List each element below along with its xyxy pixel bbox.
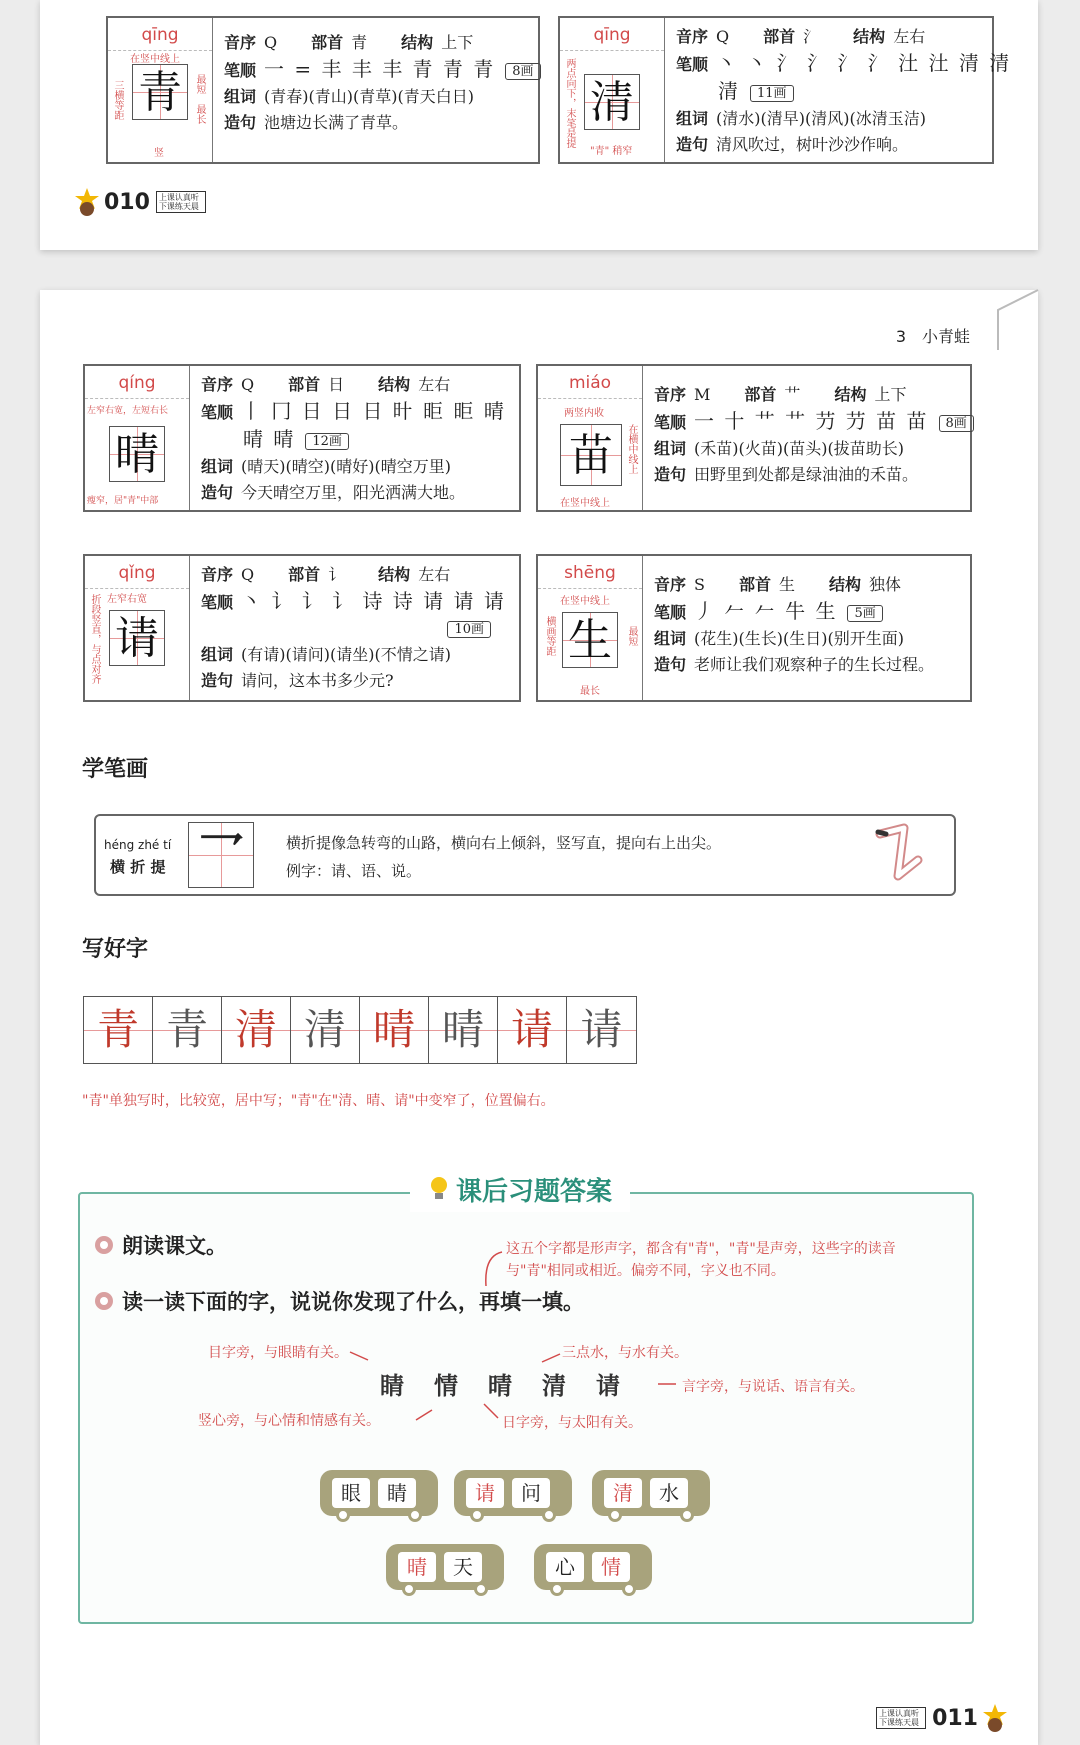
bushou: 日 [328, 375, 345, 394]
page-011 [40, 290, 1038, 1745]
jiegou: 左右 [418, 565, 451, 584]
practice-cell [291, 997, 360, 1063]
note-short: 最短 [194, 74, 205, 94]
tianzige-grid [584, 74, 640, 130]
note-vertical: 竖 [154, 148, 164, 159]
practice-cell [153, 997, 222, 1063]
pinyin: qīng [593, 25, 631, 45]
zaoju: 老师让我们观察种子的生长过程。 [694, 655, 935, 674]
label-bushou: 部首 [311, 33, 344, 52]
zuci: (清水)(清早)(清风)(冰清玉洁) [716, 109, 926, 128]
label-bishun: 笔顺 [654, 413, 687, 432]
label-jiegou: 结构 [829, 575, 862, 594]
word-bus [320, 1470, 438, 1524]
bushou: 讠 [328, 565, 345, 584]
note-short: 最短 [626, 626, 637, 646]
bishun: 丿 𠂉 𠂉 牛 生 [694, 599, 838, 623]
yinxu: M [694, 385, 711, 404]
pinyin: qǐng [118, 563, 156, 583]
practice-cell [498, 997, 567, 1063]
bushou: 生 [779, 575, 796, 594]
char-card-left [538, 366, 643, 510]
note-horizontal-mid: 在横中线上 [626, 424, 637, 474]
tianzige-grid [132, 64, 188, 120]
char-card-qing-clear [558, 16, 1012, 164]
note-long: 最长 [194, 104, 205, 124]
bus-char: 清 [604, 1478, 642, 1508]
bullet-icon [94, 1291, 114, 1311]
jiegou: 左右 [893, 27, 926, 46]
stroke-box [94, 814, 956, 896]
char-card-qing-blue [106, 16, 540, 164]
jiegou: 上下 [874, 385, 907, 404]
lightbulb-icon [428, 1175, 450, 1203]
char-card-left [85, 556, 190, 700]
char-card-qing-sunny [83, 364, 521, 512]
practice-grid-row [83, 996, 637, 1064]
stroke-count-badge: 11画 [750, 85, 794, 102]
practice-cell [429, 997, 498, 1063]
word-bus [386, 1544, 504, 1598]
zuci: (晴天)(晴空)(晴好)(晴空万里) [241, 457, 451, 476]
label-zuci: 组词 [201, 457, 234, 476]
char-card-qing-please [83, 554, 521, 702]
label-zuci: 组词 [224, 87, 257, 106]
jiegou: 左右 [418, 375, 451, 394]
char-card-sheng [536, 554, 972, 702]
label-zaoju: 造句 [676, 135, 709, 154]
char-card-info [654, 382, 967, 504]
stroke-count-badge: 8画 [939, 415, 974, 432]
char-qing-water: 清 [542, 1371, 566, 1400]
practice-char: 青 [165, 1005, 208, 1054]
char-card-miao [536, 364, 972, 512]
footer-label: 上课认真听 下课练天晨 [156, 191, 206, 213]
label-bishun: 笔顺 [224, 61, 257, 80]
note-equal: 横画等距 [544, 616, 555, 656]
stroke-pinyin: héng zhé tí [104, 838, 172, 852]
page-footer [876, 1702, 1008, 1734]
label-bishun: 笔顺 [201, 403, 234, 422]
stroke-path-icon [868, 820, 928, 890]
label-jiegou: 结构 [834, 385, 867, 404]
anno-eye: 目字旁，与眼睛有关。 [208, 1345, 348, 1361]
label-yinxu: 音序 [654, 575, 687, 594]
practice-char: 请 [510, 1005, 553, 1054]
practice-char: 青 [96, 1005, 139, 1054]
zaoju: 池塘边长满了青草。 [264, 113, 409, 132]
label-zaoju: 造句 [201, 671, 234, 690]
zaoju: 请问，这本书多少元? [241, 671, 394, 690]
char-card-left [85, 366, 190, 510]
character: 晴 [115, 429, 159, 480]
char-qing-heart: 情 [434, 1371, 458, 1400]
word-bus [454, 1470, 572, 1524]
bushou: 氵 [803, 27, 820, 46]
stroke-glyph: 乛 [198, 828, 244, 882]
stroke-count-badge: 5画 [847, 605, 882, 622]
bushou: 艹 [784, 385, 801, 404]
note-center: 在竖中线上 [130, 54, 180, 65]
stroke-count-badge: 12画 [305, 433, 349, 450]
yinxu: Q [241, 565, 255, 584]
label-zuci: 组词 [654, 439, 687, 458]
bus-char: 心 [546, 1552, 584, 1582]
label-yinxu: 音序 [676, 27, 709, 46]
char-card-left [108, 18, 213, 162]
question-1 [94, 1230, 227, 1260]
page-number: 010 [104, 189, 150, 215]
zaoju: 田野里到处都是绿油油的禾苗。 [694, 465, 919, 484]
practice-char: 晴 [372, 1005, 415, 1054]
label-bushou: 部首 [763, 27, 796, 46]
note-left-narrow: 左窄右宽，左短右长 [87, 406, 169, 416]
question-1-text: 朗读课文。 [122, 1233, 227, 1258]
anno-water: 三点水，与水有关。 [562, 1345, 688, 1361]
bishun: 丶 丶 氵 氵 氵 氵 汢 汢 清 清 [716, 51, 1012, 75]
bishun-cont: 晴 晴 [243, 427, 296, 451]
q2-explanation: 这五个字都是形声字，都含有"青"，"青"是声旁，这些字的读音与"青"相同或相近。偏旁不同，字义也不同。 [506, 1241, 896, 1279]
label-bushou: 部首 [288, 565, 321, 584]
tianzige-grid [109, 426, 165, 482]
note-center: 在竖中线上 [560, 596, 610, 607]
char-qing-speech: 请 [596, 1371, 620, 1400]
character: 苗 [569, 430, 613, 481]
label-zuci: 组词 [676, 109, 709, 128]
section-title-writing: 写好字 [82, 937, 149, 962]
label-jiegou: 结构 [378, 565, 411, 584]
character: 生 [568, 615, 612, 666]
word-bus [534, 1544, 652, 1598]
stroke-name: 横 折 提 [110, 858, 166, 876]
jiegou: 上下 [441, 33, 474, 52]
pinyin: miáo [568, 373, 612, 393]
section-title-stroke: 学笔画 [82, 757, 149, 782]
character: 清 [590, 77, 634, 128]
char-jing: 睛 [380, 1371, 404, 1400]
label-yinxu: 音序 [201, 565, 234, 584]
yinxu: Q [241, 375, 255, 394]
char-qing-sun: 晴 [488, 1371, 512, 1400]
anno-sun: 日字旁，与太阳有关。 [502, 1415, 642, 1431]
note-thin: 瘦窄，居"青"中部 [87, 496, 159, 506]
answers-title-wrap [410, 1166, 630, 1212]
label-bishun: 笔顺 [676, 55, 709, 74]
page-010 [40, 0, 1038, 250]
bus-char: 眼 [332, 1478, 370, 1508]
stroke-count-badge: 8画 [505, 63, 540, 80]
label-bishun: 笔顺 [201, 593, 234, 612]
qing-char-row [380, 1366, 620, 1401]
zuci: (禾苗)(火苗)(苗头)(拔苗助长) [694, 439, 904, 458]
label-jiegou: 结构 [853, 27, 886, 46]
yinxu: Q [264, 33, 278, 52]
bus-char: 水 [650, 1478, 688, 1508]
label-bushou: 部首 [744, 385, 777, 404]
bus-char: 晴 [398, 1552, 436, 1582]
note-narrow: "青" 稍窄 [590, 146, 633, 157]
label-zaoju: 造句 [654, 655, 687, 674]
label-zuci: 组词 [201, 645, 234, 664]
practice-char: 清 [303, 1005, 346, 1054]
note-left-narrow: 左窄右宽 [107, 594, 147, 605]
stroke-desc: 横折提像急转弯的山路，横向右上倾斜，竖写直，提向右上出尖。 [286, 834, 722, 852]
zuci: (花生)(生长)(生日)(别开生面) [694, 629, 904, 648]
bushou: 青 [351, 33, 368, 52]
page-corner-curl [978, 290, 1038, 350]
char-card-info [201, 562, 513, 694]
note-vertical-mid: 在竖中线上 [560, 498, 610, 509]
pinyin: shēng [564, 563, 616, 583]
note-inward: 两竖内收 [564, 408, 604, 419]
char-card-info [676, 24, 1012, 156]
page-number: 011 [932, 1705, 978, 1731]
mascot-icon [74, 187, 100, 217]
bullet-icon [94, 1235, 114, 1255]
zuci: (青春)(青山)(青草)(青天白日) [264, 87, 474, 106]
label-zaoju: 造句 [654, 465, 687, 484]
jiegou: 独体 [869, 575, 902, 594]
label-yinxu: 音序 [224, 33, 257, 52]
tianzige-grid [560, 424, 622, 486]
word-bus [592, 1470, 710, 1524]
pinyin: qíng [118, 373, 156, 393]
stroke-glyph-grid [188, 822, 254, 888]
bus-char: 天 [444, 1552, 482, 1582]
label-jiegou: 结构 [378, 375, 411, 394]
label-zaoju: 造句 [201, 483, 234, 502]
char-card-left [560, 18, 665, 162]
callout-arrow [478, 1250, 508, 1290]
bus-char: 睛 [378, 1478, 416, 1508]
stroke-count-badge: 10画 [447, 621, 491, 638]
question-2 [94, 1286, 584, 1316]
bus-char: 请 [466, 1478, 504, 1508]
note-dots: 两点向下，末笔是提 [564, 58, 575, 148]
label-bushou: 部首 [738, 575, 771, 594]
char-card-info [224, 30, 532, 156]
tianzige-grid [562, 612, 618, 668]
practice-char: 清 [234, 1005, 277, 1054]
bishun-cont: 清 [718, 79, 740, 103]
question-2-text: 读一读下面的字，说说你发现了什么，再填一填。 [122, 1289, 584, 1314]
char-card-left [538, 556, 643, 700]
char-card-info [201, 372, 513, 504]
character: 青 [138, 67, 182, 118]
bishun: 丨 冂 日 日 日 旪 昛 昛 晴 [241, 399, 506, 423]
page-header: 3 小青蛙 [895, 327, 970, 346]
page-footer [74, 186, 206, 218]
char-card-info [654, 572, 964, 694]
mascot-icon [982, 1703, 1008, 1733]
bishun: 一 = 丰 丰 丰 青 青 青 [264, 57, 496, 81]
note-fold: 折段竖直，与点对齐 [89, 594, 100, 684]
character: 请 [115, 613, 159, 664]
practice-char: 请 [580, 1005, 623, 1054]
practice-cell [360, 997, 429, 1063]
bishun: 一 十 艹 艹 芀 芀 苗 苗 [694, 409, 929, 433]
note-long: 最长 [580, 686, 600, 697]
yinxu: Q [716, 27, 730, 46]
label-zuci: 组词 [654, 629, 687, 648]
label-yinxu: 音序 [654, 385, 687, 404]
label-zaoju: 造句 [224, 113, 257, 132]
label-bishun: 笔顺 [654, 603, 687, 622]
practice-cell [84, 997, 153, 1063]
answers-box [78, 1176, 974, 1624]
pinyin: qīng [141, 25, 179, 45]
answers-title: 课后习题答案 [456, 1176, 613, 1207]
anno-heart: 竖心旁，与心情和情感有关。 [198, 1413, 380, 1429]
label-jiegou: 结构 [401, 33, 434, 52]
footer-label: 上课认真听 下课练天晨 [876, 1707, 926, 1729]
yinxu: S [694, 575, 705, 594]
practice-cell [567, 997, 636, 1063]
zuci: (有请)(请问)(请坐)(不情之请) [241, 645, 451, 664]
note-equal: 三横等距 [112, 80, 123, 120]
label-bushou: 部首 [288, 375, 321, 394]
bus-char: 情 [592, 1552, 630, 1582]
tianzige-grid [109, 610, 165, 666]
practice-char: 晴 [441, 1005, 484, 1054]
bishun: 丶 讠 讠 讠 诗 诗 请 请 请 [241, 589, 506, 613]
zaoju: 今天晴空万里，阳光洒满大地。 [241, 483, 466, 502]
writing-note: "青"单独写时，比较宽，居中写；"青"在"清、晴、请"中变窄了，位置偏右。 [82, 1093, 555, 1109]
stroke-examples: 例字：请、语、说。 [286, 862, 422, 880]
anno-speech: 言字旁，与说话、语言有关。 [682, 1379, 864, 1395]
bus-char: 问 [512, 1478, 550, 1508]
label-yinxu: 音序 [201, 375, 234, 394]
practice-cell [222, 997, 291, 1063]
zaoju: 清风吹过，树叶沙沙作响。 [716, 135, 909, 154]
